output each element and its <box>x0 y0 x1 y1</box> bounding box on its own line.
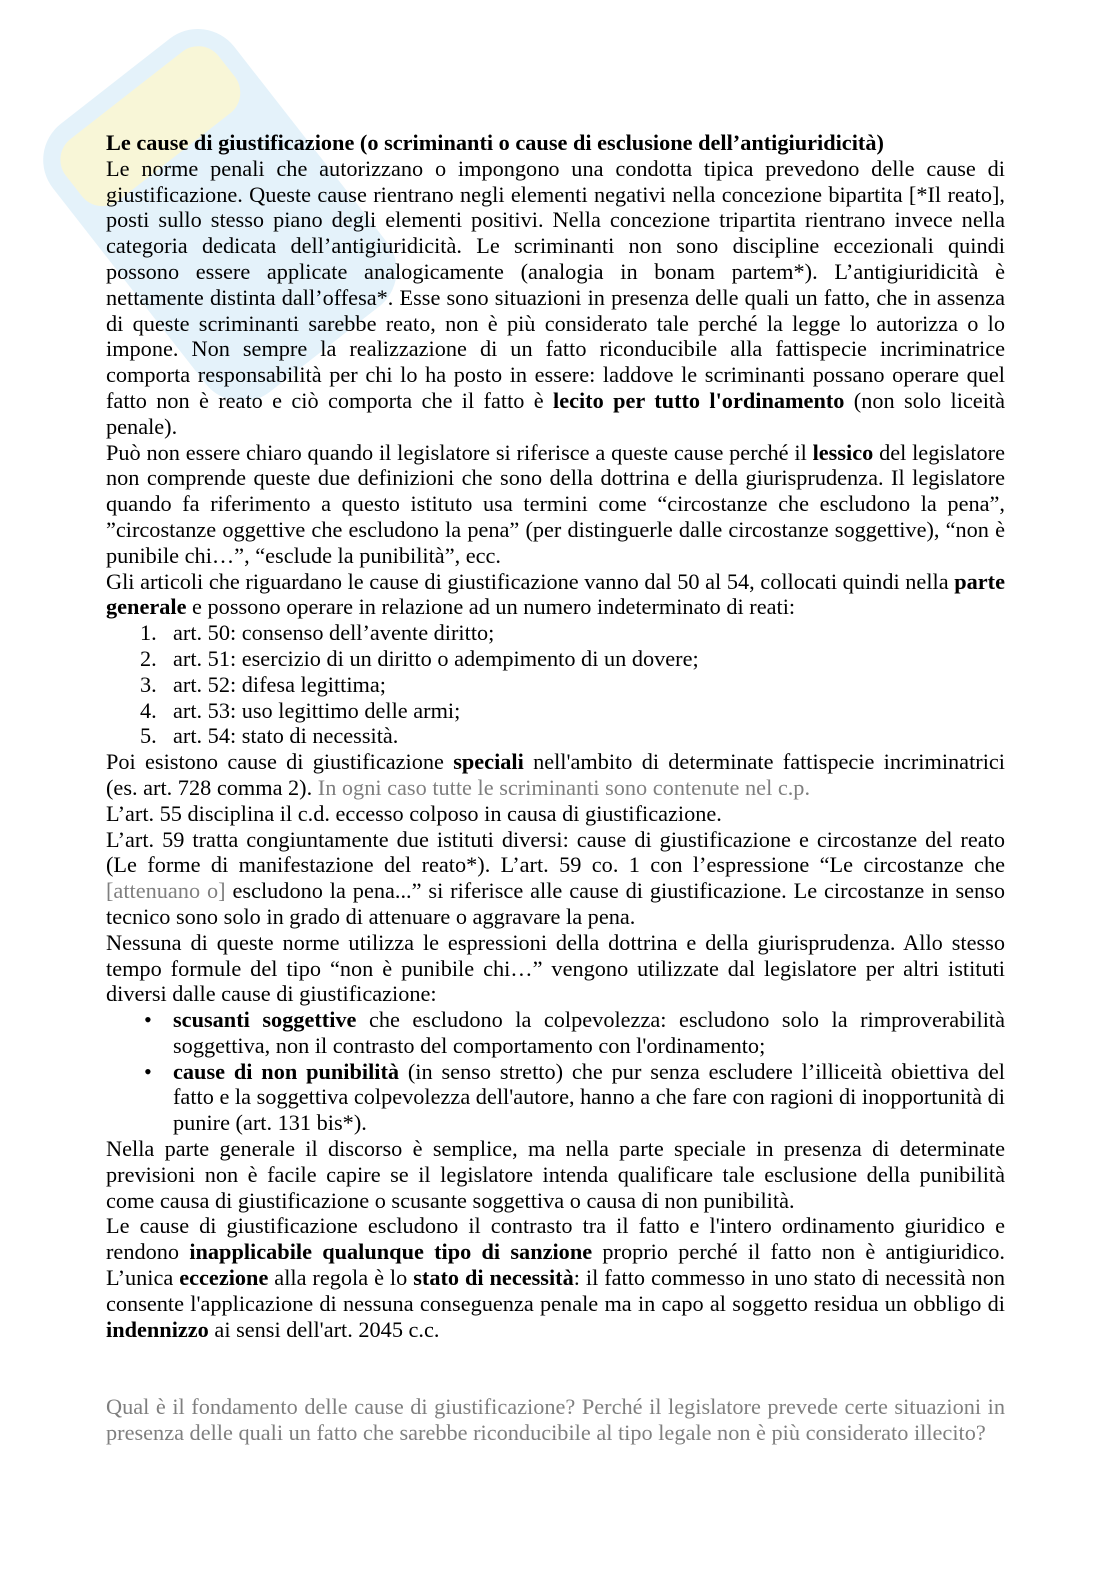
bold-text: lessico <box>812 439 874 465</box>
list-item <box>106 698 1005 724</box>
bold-text: cause di non punibilità <box>173 1058 400 1084</box>
paragraph-text: Le cause di giustificazione escludono il contrasto tra il fatto e l'intero ordinamento giuridico e rendono <box>106 1213 1005 1265</box>
bold-text: speciali <box>453 749 524 775</box>
list-item <box>106 672 1005 698</box>
paragraph-text: : il fatto commesso in uno stato di necessità non consente l'applicazione di nessuna conseguenza penale ma in capo al soggetto residua un obbligo di <box>106 1265 1005 1316</box>
paragraph-3 <box>106 569 1005 621</box>
paragraph-text: alla regola è lo <box>268 1265 414 1291</box>
list-item-text: art. 51: esercizio di un diritto o adempimento di un dovere; <box>173 645 699 671</box>
paragraph-text: Le norme penali che autorizzano o impongono una condotta tipica prevedono delle cause di giustificazione. Queste cause rientrano negli elementi negativi nella concezione bipartita [*Il reato], posti sullo stesso piano degli elementi positivi. Nella concezione tripartita rientrano invece nella categoria dedicata dell’antigiuridicità. Le scriminanti non sono discipline eccezionali quindi possono essere applicate analogicamente (analogia in bonam partem*). L’antigiuridicità è nettamente distinta dall’offesa*. Esse sono situazioni in presenza delle quali un fatto, che in assenza di queste scriminanti sarebbe reato, non è più considerato tale perché la legge lo autorizza o lo impone. Non sempre la realizzazione di un fatto riconducibile alla fattispecie incriminatrice comporta responsabilità per chi lo ha posto in essere: laddove le scriminanti possano operare quel fatto non è reato e ciò comporta che il fatto è <box>106 155 1005 413</box>
paragraph-1 <box>106 156 1005 440</box>
paragraph-text: ai sensi dell'art. 2045 c.c. <box>208 1316 440 1342</box>
bullet-icon: • <box>144 1007 152 1033</box>
paragraph-2 <box>106 440 1005 569</box>
articles-list <box>106 620 1005 749</box>
document-page <box>106 130 1005 1446</box>
paragraph-text: Poi esistono cause di giustificazione <box>106 749 454 775</box>
bold-text: lecito per tutto l'ordinamento <box>553 387 845 413</box>
paragraph-text: Gli articoli che riguardano le cause di giustificazione vanno dal 50 al 54, collocati quindi nella <box>106 568 955 594</box>
paragraph-8: Nella parte generale il discorso è semplice, ma nella parte speciale in presenza di determinate previsioni non è facile capire se il legislatore intenda qualificare tale esclusione della punibilità come causa di giustificazione o scusante soggettiva o causa di non punibilità. <box>106 1136 1005 1213</box>
list-item-text: che escludono la colpevolezza: escludono solo la rimproverabilità soggettiva, non il contrasto del comportamento con l'ordinamento; <box>173 1007 1005 1058</box>
bold-text: indennizzo <box>106 1316 209 1342</box>
list-item-text: (in senso stretto) che pur senza escludere l’illiceità obiettiva del fatto e la soggettiva colpevolezza dell'autore, hanno a che fare con ragioni di inopportunità di punire (art. 131 bis*). <box>173 1058 1005 1136</box>
paragraph-text: proprio perché il fatto non è antigiuridico. L’unica <box>106 1239 1006 1291</box>
paragraph-text: escludono la pena...” si riferisce alle cause di giustificazione. Le circostanze in senso tecnico sono solo in grado di attenuare o aggravare la pena. <box>106 878 1005 929</box>
list-item <box>106 1059 1005 1136</box>
list-number: 1. <box>140 620 157 646</box>
bold-text: stato di necessità <box>413 1265 574 1291</box>
list-item <box>106 723 1005 749</box>
list-item <box>106 646 1005 672</box>
paragraph-text: Può non essere chiaro quando il legislatore si riferisce a queste cause perché il <box>106 439 813 465</box>
bold-text: inapplicabile qualunque tipo di sanzione <box>189 1239 593 1265</box>
bold-text: parte generale <box>106 568 1005 620</box>
paragraph-text: L’art. 59 tratta congiuntamente due istituti diversi: cause di giustificazione e circostanze del reato (Le forme di manifestazione del reato*). L’art. 59 co. 1 con l’espressione “Le circostanze che <box>106 826 1005 878</box>
paragraph-4 <box>106 749 1005 801</box>
paragraph-5: L’art. 55 disciplina il c.d. eccesso colposo in causa di giustificazione. <box>106 800 722 826</box>
closing-question: Qual è il fondamento delle cause di giustificazione? Perché il legislatore prevede certe situazioni in presenza delle quali un fatto che sarebbe riconducibile al tipo legale non è più considerato illecito? <box>106 1394 1005 1445</box>
exclusions-list <box>106 1007 1005 1136</box>
paragraph-text: (non solo liceità penale). <box>106 387 1005 439</box>
muted-text: In ogni caso tutte le scriminanti sono contenute nel c.p. <box>317 774 811 800</box>
list-item-text: art. 54: stato di necessità. <box>173 723 399 749</box>
document-title: Le cause di giustificazione (o scriminanti o cause di esclusione dell’antigiuridicità) <box>106 130 884 155</box>
list-number: 3. <box>140 671 157 697</box>
list-item-text: art. 50: consenso dell’avente diritto; <box>173 620 495 646</box>
paragraph-text: del legislatore non comprende queste due definizioni che sono della dottrina e della giurisprudenza. Il legislatore quando fa riferimento a questo istituto usa termini come “circostanze che escludono la pena”, ”circostanze oggettive che escludono la pena” (per distinguerle dalle circostanze soggettive), “non è punibile chi…”, “esclude la punibilità”, ecc. <box>106 439 1005 568</box>
list-number: 5. <box>140 723 157 749</box>
list-number: 4. <box>140 697 157 723</box>
list-item-text: art. 52: difesa legittima; <box>173 671 386 697</box>
paragraph-6 <box>106 827 1005 930</box>
paragraph-9 <box>106 1213 1005 1342</box>
bold-text: eccezione <box>179 1265 269 1291</box>
list-number: 2. <box>140 645 157 671</box>
list-item <box>106 1007 1005 1059</box>
paragraph-text: nell'ambito di determinate fattispecie incriminatrici (es. art. 728 comma 2). <box>106 749 1005 800</box>
bullet-icon: • <box>144 1058 152 1084</box>
list-item <box>106 620 1005 646</box>
paragraph-7: Nessuna di queste norme utilizza le espressioni della dottrina e della giurisprudenza. Allo stesso tempo formule del tipo “non è punibile chi…” vengono utilizzate dal legislatore per altri istituti diversi dalle cause di giustificazione: <box>106 929 1005 1007</box>
bold-text: scusanti soggettive <box>173 1007 357 1033</box>
list-item-text: art. 53: uso legittimo delle armi; <box>173 697 461 723</box>
muted-text: [attenuano o] <box>106 878 226 904</box>
paragraph-text: e possono operare in relazione ad un numero indeterminato di reati: <box>186 594 796 620</box>
